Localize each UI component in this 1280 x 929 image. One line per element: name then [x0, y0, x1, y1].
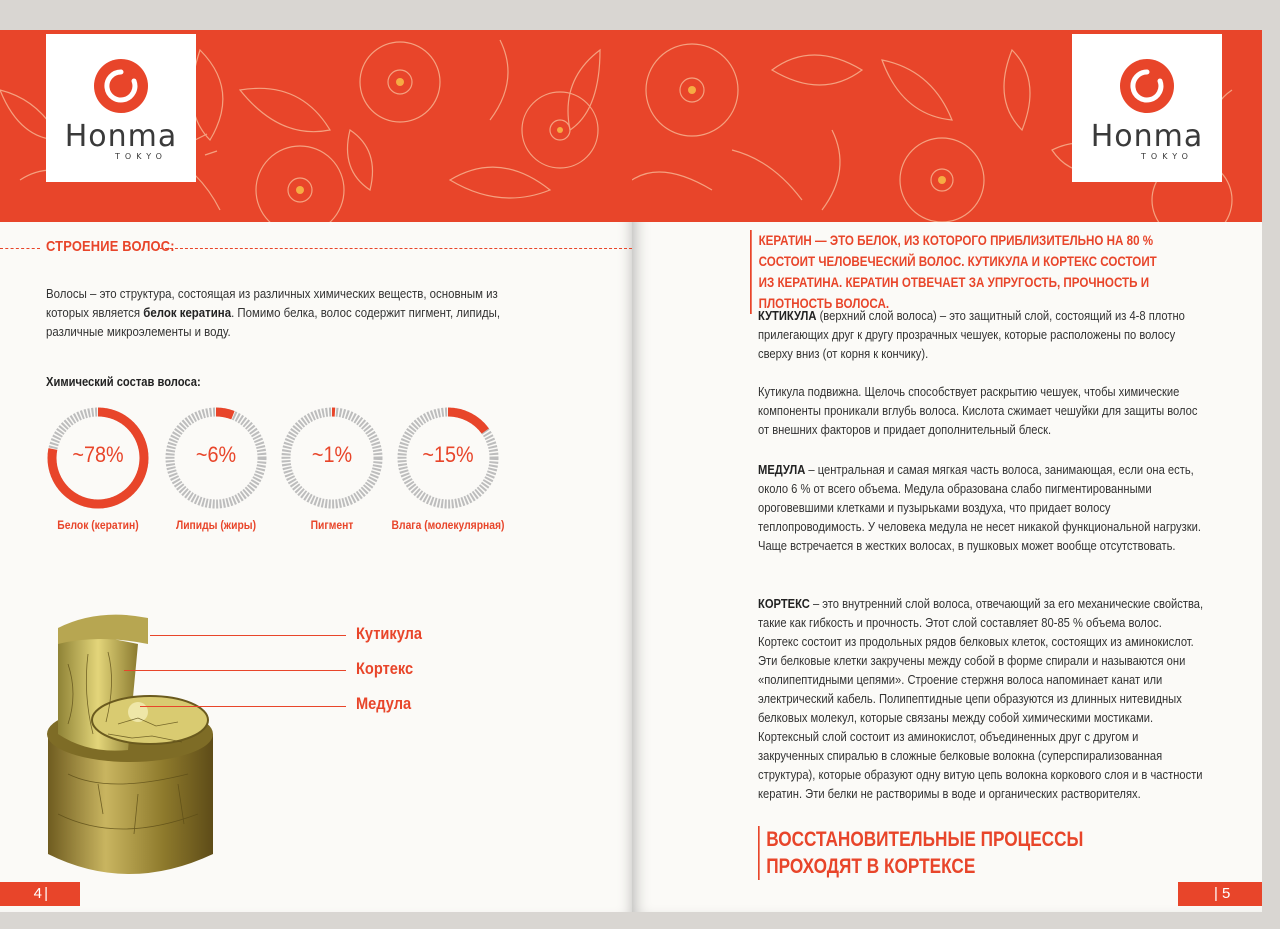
ring-label: Пигмент [310, 518, 354, 532]
callout-line-cuticle [150, 635, 346, 636]
composition-ring [164, 406, 274, 546]
callout-line-cortex [124, 670, 346, 671]
paragraph-cortex: КОРТЕКС – это внутренний слой волоса, отвечающий за его механические свойства, такие как гибкость и прочность. Этот слой составляет 80-85 % объема волос. Кортекс состоит из продольных рядов белковых клеток, состоящих из аминокислот. Эти белковые клетки закручены между собой в форме спирали и называются они «полипептидными цепями». Строение стержня волоса напоминает канат или электрический кабель. Полипептидные цепи образуются из длинных нитевидных белковых молекул, которые связаны между собой химическими мостиками. Кортексный слой состоит из аминокислот, объединенных друг с другом и закрученных спиралью в сложные белковые волокна (суперспирализованная структура), которые образуют одну витую цепь волокна коркового слоя и в частности кератин. Эти белки не растворимы в воде и органических растворителях. [758, 596, 1204, 801]
paragraph-cuticle-mobility: Кутикула подвижна. Щелочь способствует раскрытию чешуек, чтобы химические компоненты проникали вглубь волоса. Кислота сжимает чешуйки для защиты волос от внешних факторов и придает дополнительный блеск. [758, 384, 1198, 437]
callout-line-medulla [140, 706, 346, 707]
keratin-note: КЕРАТИН — ЭТО БЕЛОК, ИЗ КОТОРОГО ПРИБЛИЗИТЕЛЬНО НА 80 % СОСТОИТ ЧЕЛОВЕЧЕСКИЙ ВОЛОС. КУТИКУЛА И КОРТЕКС СОСТОИТ ИЗ КЕРАТИНА. КЕРАТИН ОТВЕЧАЕТ ЗА УПРУГОСТЬ, ПРОЧНОСТЬ И ПЛОТНОСТЬ ВОЛОСА. [750, 230, 1171, 314]
ring-value: ~15% [422, 442, 474, 467]
cortex-heading: ВОССТАНОВИТЕЛЬНЫЕ ПРОЦЕССЫ ПРОХОДЯТ В КОРТЕКСЕ [758, 826, 1083, 880]
brand-name: Honma [1090, 118, 1204, 154]
honma-logo-icon [91, 56, 151, 116]
honma-logo-icon [1117, 56, 1177, 116]
paragraph-medulla: МЕДУЛА – центральная и самая мягкая часть волоса, занимающая, если она есть, около 6 % от всего объема. Медула образована слабо пигментированными ороговевшими клетками и пузырьками воздуха, что придает волосу теплопроводимость. У человека медула не несет никакой функциональной нагрузки. Чаще встречается в жестких волосах, в пушковых может вообще отсутствовать. [758, 462, 1201, 553]
brand-sub: TOKYO [115, 151, 167, 161]
left-page [0, 30, 632, 912]
floral-banner-right [632, 30, 1262, 222]
section-heading-text: СТРОЕНИЕ ВОЛОС: [46, 238, 175, 255]
intro-paragraph: Волосы – это структура, состоящая из различных химических веществ, основным из которых является белок кератина. Помимо белка, волос содержит пигмент, липиды, различные микроэлементы и воду. [46, 286, 501, 339]
right-page [632, 30, 1262, 912]
composition-ring [391, 406, 506, 546]
brand-name: Honma [64, 118, 178, 154]
ring-value: ~6% [195, 442, 237, 467]
ring-label: Влага (молекулярная) [391, 518, 505, 532]
floral-banner [0, 30, 632, 222]
brand-sub: TOKYO [1141, 151, 1193, 161]
ring-label: Липиды (жиры) [175, 518, 257, 532]
page-number-right: | 5 [1178, 882, 1262, 906]
callout-cortex: Кортекс [356, 659, 414, 678]
composition-ring [46, 406, 156, 546]
hair-structure-illustration [38, 604, 228, 882]
callout-cuticle: Кутикула [356, 624, 423, 643]
brand-logo-right [1072, 34, 1222, 182]
paragraph-cuticle: КУТИКУЛА (верхний слой волоса) – это защитный слой, состоящий из 4-8 плотно прилегающих друг к другу прозрачных чешуек, которые расположены по волосу сверху вниз (от корня к кончику). [758, 308, 1185, 361]
callout-medulla: Медула [356, 694, 412, 713]
brand-logo [46, 34, 196, 182]
ring-value: ~1% [311, 442, 353, 467]
section-heading [0, 238, 632, 260]
composition-title: Химический состав волоса: [46, 374, 201, 389]
composition-ring [280, 406, 390, 546]
ring-value: ~78% [72, 442, 124, 467]
ring-label: Белок (кератин) [57, 518, 139, 532]
page-number-left: 4 | [0, 882, 80, 906]
